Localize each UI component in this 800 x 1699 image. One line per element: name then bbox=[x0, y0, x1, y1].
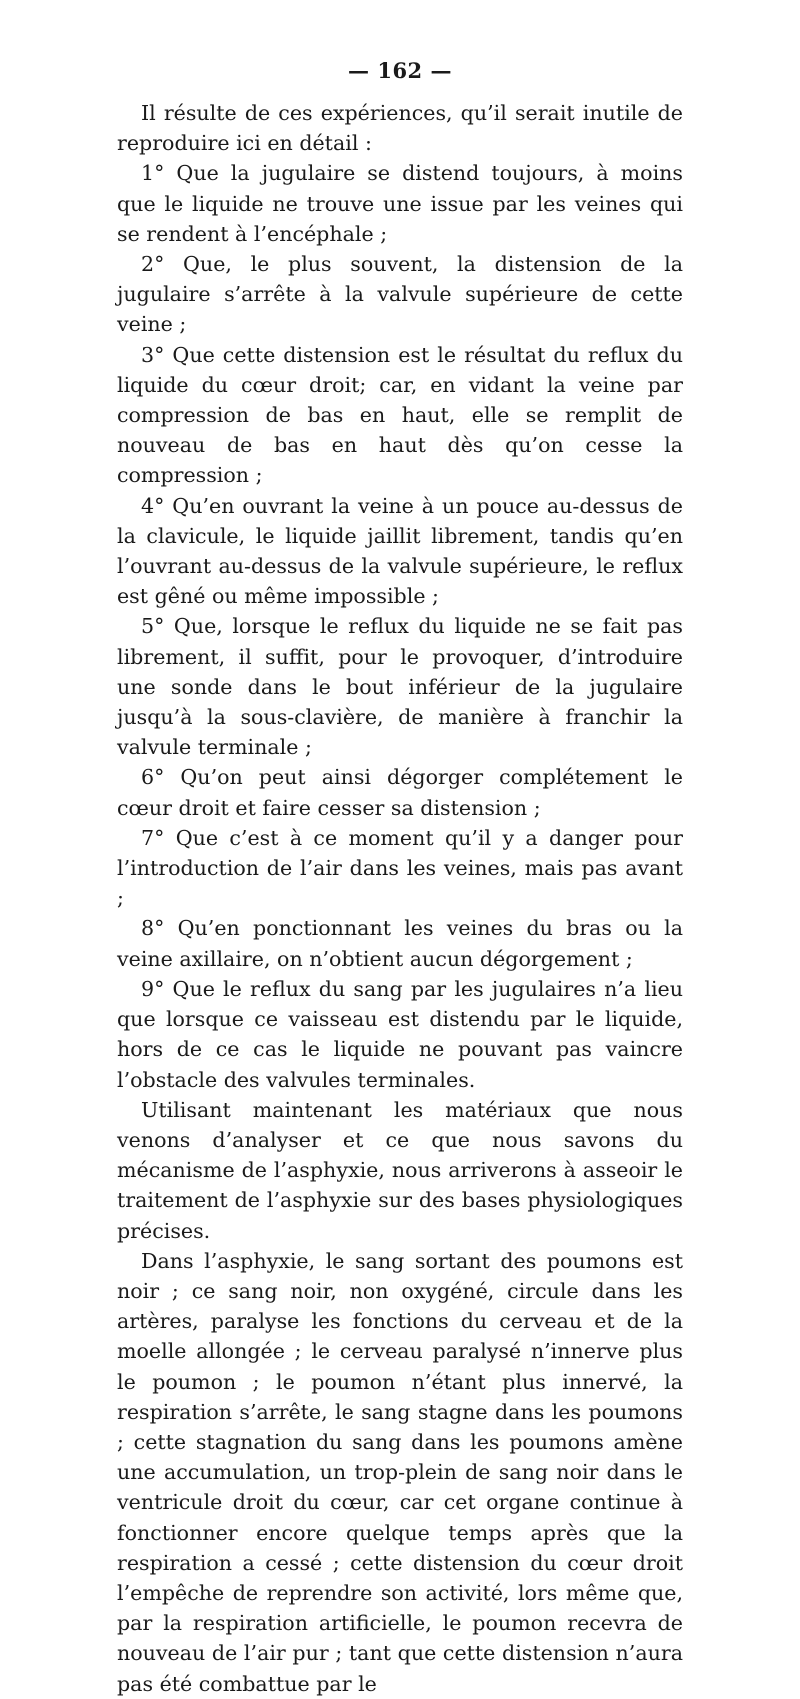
paragraph-treatment: Utilisant maintenant les matériaux que nous venons d’analyser et ce que nous savons du mécanisme de l’asphyxie, nous arriverons à asseoir le traitement de l’asphyxie sur des bases physiologiques précises. bbox=[117, 1097, 683, 1243]
paragraph-asphyxia: Dans l’asphyxie, le sang sortant des poumons est noir ; ce sang noir, non oxygéné, circule dans les artères, paralyse les fonctions du cerveau et de la moelle allongée ; le cerveau paralysé n’innerve plus le poumon ; le poumon n’étant plus innervé, la respiration s’arrête, le sang stagne dans les poumons ; cette stagnation du sang dans les poumons amène une accumulation, un trop-plein de sang noir dans le ventricule droit du cœur, car cet organe continue à fonctionner encore quelque temps après que la respiration a cessé ; cette distension du cœur droit l’empêche de reprendre son activité, lors même que, par la respiration artificielle, le poumon recevra de nouveau de l’air pur ; tant que cette distension n’aura pas été combattue par le bbox=[117, 1248, 683, 1696]
paragraph-item-1: 1° Que la jugulaire se distend toujours, à moins que le liquide ne trouve une issue par les veines qui se rendent à l’encéphale ; bbox=[117, 161, 683, 246]
paragraph-item-3: 3° Que cette distension est le résultat du reflux du liquide du cœur droit; car, en vidant la veine par compression de bas en haut, elle se remplit de nouveau de bas en haut dès qu’on cesse la compression ; bbox=[117, 342, 683, 488]
paragraph-intro: Il résulte de ces expériences, qu’il serait inutile de reproduire ici en détail : bbox=[117, 101, 683, 156]
page-number: — 162 — bbox=[348, 58, 452, 83]
page-body-text bbox=[117, 98, 683, 1699]
paragraph-item-9: 9° Que le reflux du sang par les jugulaires n’a lieu que lorsque ce vaisseau est distendu par le liquide, hors de ce cas le liquide ne pouvant pas vaincre l’obstacle des valvules terminales. bbox=[117, 976, 683, 1092]
paragraph-item-4: 4° Qu’en ouvrant la veine à un pouce au-dessus de la clavicule, le liquide jaillit librement, tandis qu’en l’ouvrant au-dessus de la valvule supérieure, le reflux est gêné ou même impossible ; bbox=[117, 493, 683, 609]
paragraph-item-8: 8° Qu’en ponctionnant les veines du bras ou la veine axillaire, on n’obtient aucun dégorgement ; bbox=[117, 916, 683, 971]
book-page bbox=[117, 58, 683, 1699]
paragraph-item-5: 5° Que, lorsque le reflux du liquide ne se fait pas librement, il suffit, pour le provoquer, d’introduire une sonde dans le bout inférieur de la jugulaire jusqu’à la sous-clavière, de manière à franchir la valvule terminale ; bbox=[117, 614, 683, 760]
paragraph-item-6: 6° Qu’on peut ainsi dégorger complétement le cœur droit et faire cesser sa distension ; bbox=[117, 765, 683, 820]
paragraph-item-7: 7° Que c’est à ce moment qu’il y a danger pour l’introduction de l’air dans les veines, mais pas avant ; bbox=[117, 825, 683, 911]
paragraph-item-2: 2° Que, le plus souvent, la distension de la jugulaire s’arrête à la valvule supérieure de cette veine ; bbox=[117, 252, 683, 337]
